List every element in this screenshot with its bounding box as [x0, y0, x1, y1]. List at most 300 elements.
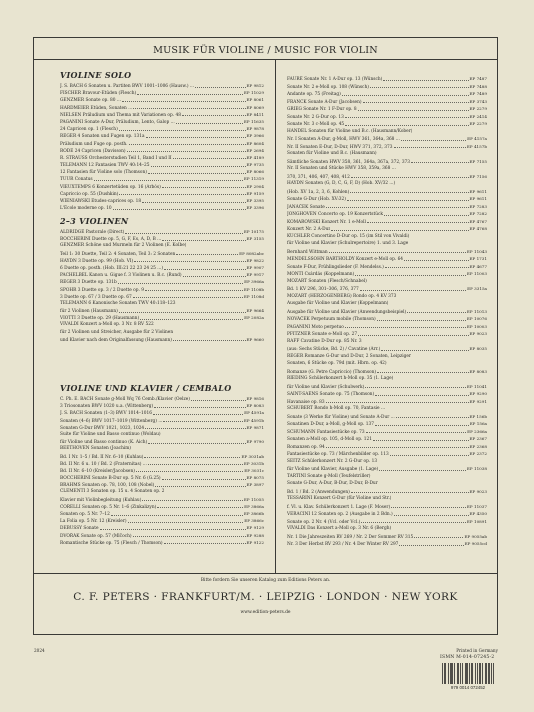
edition-number: EP 7489 [469, 91, 487, 96]
barcode-bar [493, 663, 494, 684]
entry-title: TÜÜR Conatus [60, 177, 93, 183]
barcode-bar [451, 663, 452, 684]
dot-leader [331, 225, 468, 231]
dot-leader [350, 188, 468, 194]
catalog-entry [60, 286, 264, 293]
edition-number: EP 10076 [466, 316, 487, 321]
dot-leader [410, 233, 486, 238]
dot-leader [326, 203, 469, 209]
dot-leader [391, 503, 466, 509]
catalog-entry [60, 228, 264, 235]
dot-leader [122, 96, 246, 102]
catalog-entry [60, 161, 264, 168]
entry-title: RIEDING Schülerkonzert h-Moll op. 35 (1. Lage) [287, 376, 394, 381]
entry-title: BOCCHERINI Duette op. 5, G, F, Es, A, D, B ... [60, 237, 162, 243]
edition-number: EP 3866c [244, 518, 264, 524]
catalog-entry [287, 203, 487, 211]
dot-leader [409, 240, 486, 245]
barcode-bar [458, 663, 459, 684]
catalog-entry [60, 517, 264, 524]
edition-number: EP 2372 [469, 451, 487, 456]
edition-number: EP 2414 [469, 113, 487, 119]
catalog-entry [60, 474, 264, 481]
catalog-entry [60, 496, 264, 503]
edition-number: EP 9611 [469, 188, 487, 194]
catalog-entry [60, 96, 264, 103]
entry-title: Sonaten für Violine und B.c. (Hausmann) [287, 151, 377, 156]
catalog-entry [287, 533, 487, 541]
barcode-digits: 979 0014 072452 [450, 685, 486, 690]
dot-leader [182, 111, 246, 117]
publisher-website: www.edition-peters.de [240, 610, 291, 615]
dot-leader [142, 496, 243, 502]
edition-number: EP 4350 [469, 511, 487, 516]
entry-title: J. S. BACH Sonaten (1–3) BWV 1014–1016 [60, 411, 152, 417]
barcode-bar [485, 663, 486, 684]
catalog-entry [287, 143, 487, 151]
dot-leader [368, 278, 486, 283]
edition-number: EP 9871 [246, 424, 264, 430]
catalog-entry [60, 453, 264, 460]
edition-number: EP 9790 [246, 439, 264, 445]
catalog-entry [287, 240, 487, 248]
edition-number: EP 9291 [469, 398, 487, 404]
entry-title: Havanaise op. 83 [287, 399, 325, 405]
entry-title: Nr. I Sonaten A-Dur, g-Moll, HWV 361, 364a, 368 ... [287, 137, 400, 142]
dot-leader [378, 150, 486, 155]
catalog-entry [60, 293, 264, 300]
barcode-bar [472, 663, 473, 684]
catalog-entry [287, 338, 487, 346]
dot-leader [145, 424, 245, 430]
barcode-bar [486, 663, 487, 684]
dot-leader [118, 278, 243, 284]
edition-number: EP 7155 [469, 158, 487, 164]
dot-leader [144, 453, 240, 459]
entry-title: Bernhard Wittman [287, 249, 328, 255]
entry-title: 24 Capricen op. 1 (Flesch) [60, 127, 118, 133]
dot-leader [165, 488, 263, 493]
edition-number: EP 8066 [246, 169, 264, 175]
catalog-entry [60, 257, 264, 264]
catalog-entry [287, 360, 487, 368]
entry-title: VIVALDI Konzert a-Moll op. 3 Nr. 8 RV 522 [60, 322, 154, 328]
catalog-entry [60, 417, 264, 424]
edition-number: EP 8083 [469, 368, 487, 374]
barcode-bar [450, 663, 451, 684]
edition-number: EP 3866a [244, 503, 264, 509]
entry-title: VIVALDI Das Konzert a-Moll op. 3 Nr. 6 (Bergh) [287, 526, 392, 531]
catalog-entry [287, 405, 487, 413]
entry-title: PAGANINI Sonate A-Dur, Präludium, Lento, Galop ... [60, 119, 175, 125]
barcode-bar [466, 663, 467, 684]
dot-leader [361, 518, 466, 524]
dot-leader [146, 132, 246, 138]
catalog-entry [60, 488, 264, 495]
edition-number: EP 11319 [243, 176, 264, 182]
catalog-entry [60, 307, 264, 314]
edition-number: EP 2904 [246, 183, 264, 189]
barcode-bar [445, 663, 446, 684]
entry-title: MONTI Csárdás (Koppelmann) [287, 272, 355, 277]
barcode-bar [491, 663, 492, 684]
catalog-entry [60, 402, 264, 409]
entry-title: Sonatinen D-Dur, a-Moll, g-Moll op. 137 [287, 422, 374, 427]
catalog-entry [60, 175, 264, 182]
entry-title: für Violine und Basso continuo (K. Aich) [60, 440, 148, 446]
entry-title: VIOTTI 3 Duette op. 29 (Hausmann) [60, 316, 140, 322]
catalog-entry [287, 120, 487, 128]
edition-number: EP 4189 [246, 154, 264, 160]
catalog-entry [287, 285, 487, 293]
edition-number: EP 156b [469, 413, 487, 419]
dot-leader [136, 467, 243, 473]
catalog-entry [60, 82, 264, 89]
dot-leader [392, 525, 486, 530]
edition-number: EP 9055cd [464, 541, 487, 546]
edition-number: EP 9055ab [464, 533, 487, 539]
entry-title: NIELSEN Präludium und Thema mit Variationen op. 48 [60, 112, 181, 118]
entry-title: Nr. II Sonaten E-Dur, D-Dur, HWV 371, 372, 373 [287, 144, 393, 150]
dot-leader [187, 242, 263, 247]
entry-title: Suite für Violine und Basso continuo (Woldau) [60, 431, 161, 437]
entry-title: Nr. 1 Die Jahreszeiten RV 269 / Nr. 2 Der Sommer RV 315 [287, 534, 414, 540]
catalog-entry [287, 113, 487, 121]
entry-title: ALDRIDGE Pastorale (Direct) [60, 230, 125, 235]
edition-number: EP 4157b [466, 143, 487, 149]
edition-number: EP 8083 [246, 403, 264, 409]
entry-title: und Klavier nach dem Originalfassung (Hausmann) [60, 337, 172, 343]
entry-title: Teil 1: 30 Duette, Teil 2: 4 Sonaten, Teil 3: 2 Sonaten [60, 251, 176, 257]
barcode-image [440, 663, 496, 690]
dot-leader [394, 510, 469, 516]
catalog-entry [287, 180, 487, 188]
dot-leader [174, 329, 263, 334]
catalog-entry [287, 165, 487, 173]
edition-number: EP 9023 [469, 331, 487, 336]
entry-title: Bd. 1 KV 296, 301–306, 376, 377 [287, 287, 359, 292]
edition-number: EP 3866b [243, 511, 264, 516]
dot-leader [140, 314, 243, 320]
catalog-entry [60, 481, 264, 488]
catalog-entry [60, 235, 264, 242]
edition-number: EP 1108b [243, 286, 264, 292]
dot-leader [360, 285, 466, 291]
edition-number: EP 9288 [246, 532, 264, 538]
dot-leader [129, 140, 246, 146]
catalog-entry [287, 330, 487, 338]
edition-number: EP 9822 [246, 257, 264, 263]
column-divider [275, 60, 276, 573]
catalog-entry [60, 409, 264, 416]
entry-title: DVOŘÁK Sonate op. 57 (Mlčoch) [60, 533, 132, 539]
catalog-entry [60, 125, 264, 132]
entry-title: TARTINI Sonate g-Moll (Teufelstriller) [287, 473, 371, 479]
entry-title: (Hob. XV 1a, 2, 3, 6, Kohlen) [287, 189, 350, 195]
entry-title: DEBUSSY Sonate [60, 526, 99, 532]
entry-title: SEITZ Schülerkonzert Nr. 2 G-Dur op. 13 [287, 458, 378, 464]
catalog-entry [287, 98, 487, 106]
catalog-entry [60, 190, 264, 197]
entry-title: Sonate G-Dur (Hob. XV:32) [287, 197, 346, 202]
print-code: 2024 [34, 648, 45, 653]
entry-title: HARDMEIER Etüden, Sonaten ... [60, 105, 133, 111]
dot-leader [397, 293, 486, 298]
barcode-bar [448, 663, 449, 684]
catalog-note: Bitte fordern Sie unseren Katalog zum Editions Peters an. [200, 578, 331, 583]
catalog-entry [60, 118, 264, 125]
entry-title: VERACINI 12 Sonaten op. 2 (Ausgabe in 2 Bdn.) [287, 512, 393, 517]
edition-number: EP 2366a [467, 428, 487, 434]
edition-number: EP 4768 [469, 226, 487, 231]
dot-leader [389, 300, 486, 305]
entry-title: La Folia op. 5 Nr. 12 (Kreisler) [60, 519, 127, 525]
catalog-entry [60, 438, 264, 445]
entry-title: Sonate (3 Werke für Violine) und Sonate A-Dur ... [287, 414, 395, 420]
catalog-entry [60, 132, 264, 139]
entry-title: HÄNDEL Sonaten für Violine und B.c. (Hausmann/Kober) [287, 128, 413, 134]
dot-leader [195, 82, 245, 88]
dot-leader [345, 323, 466, 329]
dot-leader [388, 360, 486, 365]
entry-title: Romantische Stücke op. 75 (Flesch / Thomson) [60, 540, 163, 546]
entry-title: PFITZNER Sonate e-Moll op. 27 [287, 332, 358, 337]
catalog-entry [287, 105, 487, 113]
entry-title: TESSARINI Konzert G-Dur (für Violine und Str.) [287, 496, 392, 501]
dot-leader [358, 105, 469, 111]
entry-title: NOVÁČEK Perpetuum mobile (Thomson) [287, 317, 376, 322]
entry-title: Nr. 3 Der Herbst RV 293 / Nr. 4 Der Winter RV 297 [287, 542, 399, 547]
edition-number: EP 1731 [469, 256, 487, 261]
dot-leader [154, 402, 245, 408]
edition-number: EP 8069 [246, 104, 264, 110]
dot-leader [351, 173, 469, 179]
catalog-entry [287, 135, 487, 143]
catalog-entry [60, 242, 264, 249]
dot-leader [162, 235, 245, 241]
dot-leader [372, 473, 487, 478]
dot-leader [162, 474, 246, 480]
dot-leader [157, 503, 243, 509]
edition-number: EP 4591b [243, 417, 264, 423]
catalog-entry [60, 168, 264, 175]
dot-leader [385, 263, 469, 269]
catalog-entry [287, 540, 487, 548]
barcode-bar [482, 663, 483, 684]
catalog-entry [287, 473, 487, 481]
entry-title: 3 Duette op. 67 / 3 Duette op. 67 [60, 294, 132, 300]
catalog-entry [287, 323, 487, 331]
edition-number: EP 9290 [469, 391, 487, 396]
dot-leader [134, 257, 245, 263]
dot-leader [399, 540, 463, 546]
catalog-entry [287, 263, 487, 271]
dot-leader [326, 443, 469, 449]
entry-title: CLEMENTI 3 Sonaten op. 15 u. 4 Sonaten op. 2 [60, 489, 165, 495]
catalog-entry [60, 336, 264, 343]
section-title-2-3-violinen: 2–3 VIOLINEN [60, 216, 129, 226]
barcode-bar [462, 663, 463, 684]
catalog-entry [287, 398, 487, 406]
catalog-entry [60, 431, 264, 438]
dot-leader [345, 113, 469, 119]
entry-title: Bd. 1 / Bd. 2 (Anwendungen) [287, 489, 350, 495]
catalog-entry [287, 428, 487, 436]
dot-leader [145, 286, 243, 292]
catalog-list-2-3-violinen [60, 228, 264, 343]
entry-title: MOZART (HERZOGENBERG) Rondo op. 4 KV 373 [287, 293, 397, 299]
dot-leader [155, 481, 245, 487]
catalog-entry [60, 278, 264, 285]
dot-leader [119, 307, 246, 313]
dot-leader [411, 158, 469, 164]
edition-number: EP 3897 [246, 482, 264, 488]
entry-title: MENDELSSOHN BARTHOLDY Konzert e-Moll op. 64 [287, 257, 404, 262]
edition-number: EP 156a [469, 421, 487, 426]
dot-leader [142, 197, 245, 203]
catalog-entry [60, 104, 264, 111]
entry-title: REGER 4 Sonaten und Fugen op. 131a [60, 134, 145, 140]
edition-number: EP 11029 [243, 90, 264, 96]
barcode-bar [488, 663, 489, 684]
edition-number: EP 2367 [469, 436, 487, 441]
dot-leader [412, 353, 486, 358]
edition-number: EP 11043 [466, 248, 487, 254]
edition-number: EP 9907 [246, 264, 264, 270]
catalog-entry [287, 233, 487, 241]
entry-title: Präludium und Fuge op. posth. [60, 141, 128, 147]
dot-leader [384, 210, 469, 216]
edition-number: EP 3966a [244, 279, 264, 285]
dot-leader [342, 90, 469, 96]
edition-number: EP 2082a [244, 315, 264, 321]
ismn-number: ISMN M-014-07245-2 [440, 655, 495, 660]
entry-title: Sonaten G-Dur BWV 1021, 1023, 1024 [60, 425, 145, 431]
edition-number: EP 4677 [469, 263, 487, 269]
dot-leader [397, 165, 486, 170]
title-rule [33, 59, 498, 60]
entry-title: Romanze (G. Petre Capriccio) (Thomson) [287, 369, 377, 375]
edition-number: EP 9878 [246, 126, 264, 132]
entry-title: 370, 371, 406, 407, 408, 412 [287, 174, 350, 180]
catalog-entry [287, 128, 487, 136]
dot-leader [119, 190, 245, 196]
edition-number: EP 3966 [246, 133, 264, 139]
edition-number: EP 7283 [469, 203, 487, 209]
entry-title: PACHELBEL Kanon u. Gigue f. 3 Violinen u. B.c. (Rund) [60, 273, 182, 279]
catalog-entry [60, 300, 264, 307]
entry-title: Nr. II Sonaten und Stücke HWV 358, 359a, 368 ... [287, 166, 396, 171]
entry-title: CORELLI Sonaten op. 5 Nr. 1–6 (Zinkalizyn) [60, 504, 157, 510]
entry-title: Konzert Nr. 2 A-Dur [287, 227, 331, 232]
dot-leader [379, 465, 466, 471]
edition-number: EP 2279 [469, 121, 487, 126]
catalog-entry [60, 503, 264, 510]
entry-title: Sonate Nr. 3 c-Moll op. 45 [287, 122, 345, 127]
catalog-entry [287, 270, 487, 278]
catalog-entry [287, 83, 487, 91]
catalog-entry [60, 89, 264, 96]
edition-number: EP 9812 [246, 83, 264, 88]
catalog-entry [60, 140, 264, 147]
edition-number: EP 3395 [246, 198, 264, 203]
catalog-entry [287, 413, 487, 421]
dot-leader [94, 175, 243, 181]
entry-title: BEETHOVEN Sonaten (Joachim) [60, 446, 131, 452]
entry-title: Sonate Nr. 2 e-Moll op. 108 (Wünsch) [287, 84, 369, 90]
dot-leader [153, 409, 243, 415]
catalog-entry [287, 465, 487, 473]
entry-title: GRIEG Sonate Nr. 1 F-Dur op. 8 [287, 107, 357, 112]
edition-number: EP 3155 [246, 236, 264, 242]
dot-leader [375, 420, 469, 426]
dot-leader [148, 168, 246, 174]
catalog-entry [60, 445, 264, 452]
entry-title: REGER 3 Duette op. 131b [60, 280, 117, 286]
edition-number: EP 7487 [469, 76, 487, 81]
catalog-entry [287, 225, 487, 233]
barcode-bar [480, 663, 481, 684]
catalog-entry [60, 329, 264, 336]
barcode-bar [444, 663, 445, 684]
catalog-entry [287, 300, 487, 308]
dot-leader [163, 417, 242, 423]
entry-title: Sonaten op. 5 Nr. 7–12 [60, 512, 110, 517]
edition-number: EP 8061 [246, 97, 264, 103]
edition-number: EP 9129 [246, 525, 264, 531]
dot-leader [394, 375, 486, 380]
catalog-entry [287, 218, 487, 226]
entry-title: RAFF Cavatine D-Dur op. 85 Nr. 3 [287, 338, 362, 344]
dot-leader [390, 450, 469, 456]
dot-leader [396, 180, 486, 185]
entry-title: Ausgabe für Violine und Klavier (Anwendungsbeispiel) [287, 309, 407, 315]
dot-leader [392, 495, 486, 500]
edition-number: EP 11055 [243, 496, 264, 502]
catalog-entry [287, 525, 487, 533]
catalog-entry [287, 188, 487, 196]
barcode-bar [460, 663, 461, 684]
catalog-entry [287, 488, 487, 496]
entry-title: für Violine und Klavier (Schulrepertoire) 1. und 3. Lage [287, 241, 409, 246]
dot-leader [191, 395, 246, 401]
catalog-entry [60, 460, 264, 467]
entry-title: BRAHMS Sonaten op. 78, 100, 108 (Nobel) [60, 483, 155, 489]
edition-number: EP 3315a [467, 286, 487, 291]
entry-title: KÜCHLER Concertino D-Dur op. 15 (im Stil von Vivaldi) [287, 233, 410, 239]
catalog-entry [60, 111, 264, 118]
entry-title: für 2 Violinen (Hausmann) [60, 309, 118, 315]
catalog-entry [60, 147, 264, 154]
dot-leader [177, 300, 263, 305]
entry-title: MOZART Sonaten (Flesch/Schnabel) [287, 278, 367, 284]
catalog-entry [287, 210, 487, 218]
catalog-entry [60, 532, 264, 539]
dot-leader [379, 480, 486, 485]
edition-number: EP 11013 [466, 308, 487, 314]
dot-leader [173, 336, 246, 342]
dot-leader [365, 383, 466, 389]
entry-title: 3 Triosonaten BWV 1020 u.a. (Wittenberg) [60, 404, 154, 410]
entry-title: 6 Duette op. posth. (Hob. III:21 22 23 24 25 ...) [60, 265, 164, 271]
edition-number: EP 9159 [246, 190, 264, 196]
edition-number: EP 4767 [469, 218, 487, 224]
barcode-bar [465, 663, 466, 684]
catalog-entry [287, 390, 487, 398]
catalog-entry [60, 197, 264, 204]
catalog-entry [287, 383, 487, 391]
edition-number: EP 9611 [469, 196, 487, 201]
